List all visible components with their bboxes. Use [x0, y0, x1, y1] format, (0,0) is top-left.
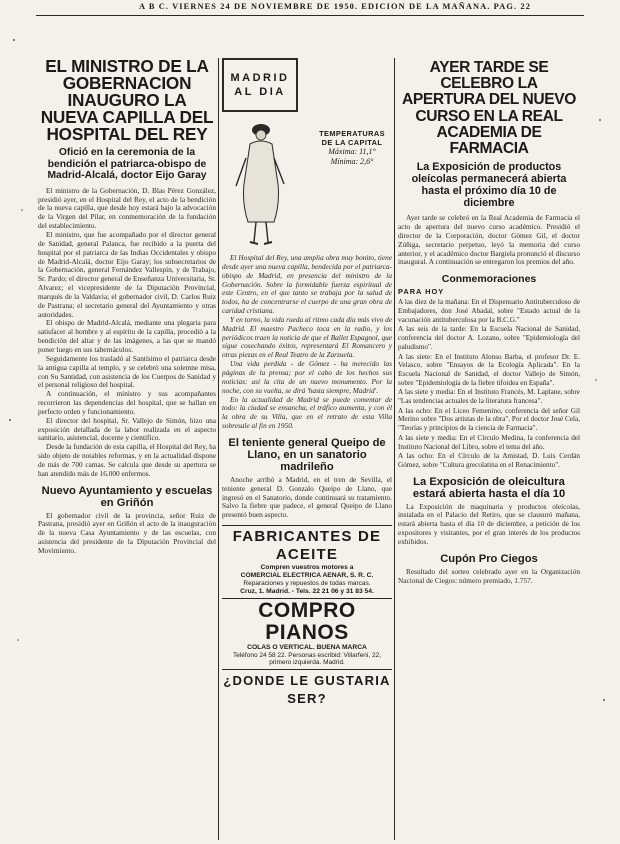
ad-line: Reparaciones y repuestos de todas marcas. [243, 580, 371, 588]
right-deck: La Exposición de productos oleícolas permanecerá abierta hasta el próximo día 10 de diciembre [411, 161, 567, 210]
temperature-box [312, 130, 392, 167]
temperature-title: DE LA CAPITAL [321, 137, 383, 147]
legs [254, 222, 268, 242]
right-subhead: La Exposición de oleicultura estará abierta hasta el día 10 [412, 475, 566, 500]
ad-line: Compren vuestros motores a [260, 564, 354, 572]
ad-title: FABRICANTES DE ACEITE [232, 528, 382, 564]
agenda-item: A las siete y media: En el Círculo Medina, la conferencia del Instituto Nacional del Libro, sobre el tema del año. [398, 433, 580, 451]
right-paragraph: La Exposición de maquinaria y productos oleícolas, instalada en el Palacio del Retiro, que se clausuró mañana, estará abierta hasta el día 10 de diciembre, a petición de los expositores y visitantes, por el gran interés de los productos exhibidos. [398, 501, 580, 547]
middle-paragraph: El Hospital del Rey, una amplia obra muy bonito, tiene desde ayer una nueva capilla, bendecida por el patriarca-obispo de Madrid, en presencia del ministro de la Gobernación. Sobre la formidable fuerza espiritual de este Centro, en el que tanto se trabaja por la salud de todos, ha de concentrarse el cuerpo de una gran obra de caridad cristiana. [222, 253, 392, 316]
right-paragraph: Resultado del sorteo celebrado ayer en la Organización Nacional de Ciegos: número premiado, 1.757. [398, 566, 580, 585]
middle-text [222, 254, 392, 708]
left-paragraph: El ministro de la Gobernación, D. Blas Pérez González, presidió ayer, en el Hospital del Rey, el acto de la bendición de la nueva capilla, que desde hoy estará bajo la advocación de la Virgen del Pilar, en conmemoración de la fundación del establecimiento. [38, 185, 216, 231]
masthead-rule [36, 15, 584, 16]
left-paragraph: El ministro, que fue acompañado por el director general de Sanidad, general Palanca, fue recibido a la puerta del hospital por el patriarca de las Indias Occidentales y obispo de Madrid-Alcalá, doctor Eijo Garay; los subsecretarios de la Gobernación, general Fernández Vallespín, y de Trabajo, Sr. Pardo; el director general de Enseñanza Universitaria, Sr. Alvarez; el vicepresidente de la Diputación Provincial, marqués de la Valdavia; el gobernador civil, D. Carlos Ruiz de Pastrana; el secretario general del Ayuntamiento y otras autoridades. [38, 230, 216, 319]
speck [9, 419, 11, 421]
left-paragraph: A continuación, el ministro y sus acompañantes recorrieron las dependencias del hospital, que se hallan en perfecto orden y funcionamiento. [38, 389, 216, 416]
section-conmemoraciones: Conmemoraciones [441, 273, 537, 286]
madrid-box-line: AL DIA [234, 86, 286, 98]
ad-compro-pianos [222, 598, 392, 667]
left-paragraph: El obispo de Madrid-Alcalá, mediante una plegaria para satisfacer al hombre y al espíritu de la capilla, procedió a la bendición del altar y de las imágenes, a las que se mandó poner luego en sus tabernáculos. [38, 318, 216, 354]
speck [599, 119, 601, 121]
speck [13, 39, 15, 41]
masthead: A B C. VIERNES 24 DE NOVIEMBRE DE 1950. EDICION DE LA MAÑANA. PAG. 22 [138, 2, 531, 11]
ad-title: ¿DONDE LE GUSTARIA SER? [223, 672, 391, 706]
madrid-box-line: MADRID [230, 72, 290, 84]
middle-paragraph: Anoche arribó a Madrid, en el tren de Sevilla, el teniente general D. Gonzalo Queipo de Llano, que ingresó en el Sanatorio, donde continuará su tratamiento. Salvo la fiebre que padece, el general Queipo de Llano presentó buen aspecto. [222, 474, 392, 520]
temperature-min: Mínima: 2,6° [330, 157, 374, 167]
ad-line: COLAS O VERTICAL. BUENA MARCA [247, 643, 367, 651]
ad-line: Cruz, 1. Madrid. - Tels. 22 21 06 y 31 83 54. [240, 587, 374, 595]
right-paragraph: Ayer tarde se celebró en la Real Academia de Farmacia el acto de apertura del nuevo curso académico. Presidió el director de la Corporación, doctor Gómez Gil, el doctor Zúñiga, secretario perpetuo, leyó la memoria del curso anterior, y el académico doctor Bargiela pronunció el discurso inaugural. A continuación se entregaron los premios del año. [398, 213, 580, 267]
ad-title: COMPRO PIANOS [258, 598, 356, 644]
speck [595, 379, 597, 381]
left-deck: Ofició en la ceremonia de la bendición el patriarca-obispo de Madrid-Alcalá, doctor Eijo Garay [47, 147, 207, 182]
speck [17, 639, 19, 641]
middle-subhead: El teniente general Queipo de Llano, en un sanatorio madrileño [228, 436, 386, 473]
para-hoy-label: PARA HOY [398, 287, 445, 297]
middle-paragraph: En la actualidad de Madrid se puede comentar de todo: la ciudad se ensancha, el tráfico aumenta, y con él la obra de su Villa, que en el retrato de esta Villa sobresale al fin en 1950. [222, 394, 392, 431]
madrid-al-dia-box [222, 58, 298, 112]
middle-paragraph: Una vida perdida - de Gómez - ha merecido las páginas de la prensa; por el cabo de los hechos sus noticias: así la cita de un nuevo monumento. Por la noche, con su vuelta, se dirá 'hasta siempre, Madrid'. [222, 359, 392, 395]
left-paragraph: El gobernador civil de la provincia, señor Ruiz de Pastrana, presidió ayer en Griñón el acto de la inauguración de la nueva Casa Ayuntamiento y de las escuelas, con asistencia del presidente de la Diputación Provincial del Movimiento. [38, 510, 216, 555]
middle-column [222, 58, 392, 840]
left-paragraph: El director del hospital, Sr. Vallejo de Simón, hizo una exposición detallada de la labor realizada en el aspecto sanitario, asistencial, docente y científico. [38, 415, 216, 443]
agenda-item: A las siete: En el Instituto Alonso Barba, el profesor Dr. E. Velasco, sobre "Ensayos de la Ecología Aplicada". En la Escuela Nacional de Sanidad, el doctor Vallejo de Simón, sobre "Epidemiología de la fiebre tifoidea en España". [398, 352, 580, 387]
agenda-item: A las ocho: En el Liceo Femenino, conferencia del señor Gil Merino sobre "Dos artistas de la obra". Por el doctor José Cela, "Teorías y principios de la ciencia de Farmacia". [398, 406, 580, 433]
left-column [38, 58, 216, 556]
agenda-item: A las siete y media: En el Instituto Francés, M. Laplane, sobre "Las tendencias actuales de la literatura francesa". [398, 388, 580, 406]
shoes [250, 242, 272, 244]
ad-line: Teléfono 24 58 22. Personas escribid: Villarfeni, 22, primero izquierda. Madrid. [232, 651, 382, 667]
left-paragraph: Seguidamente los trasladó al Santísimo el patriarca desde la antigua capilla al templo, y se celebró una solemne misa, con Su Santidad, con asistencia de los Cuerpos de Sanidad y el personal religioso del hospital. [38, 353, 216, 390]
temperature-max: Máxima: 11,1° [328, 147, 376, 157]
speck [603, 699, 605, 701]
left-headline: EL MINISTRO DE LA GOBERNACION INAUGURO LA NUEVA CAPILLA DEL HOSPITAL DEL REY [40, 56, 214, 144]
right-subhead-cupon: Cupón Pro Ciegos [440, 552, 538, 565]
right-column [398, 60, 580, 586]
speck [21, 209, 23, 211]
agenda-item: A las seis de la tarde: En la Escuela Nacional de Sanidad, conferencia del doctor A. Lozano, sobre "Epidemiología del paludismo". [398, 325, 580, 351]
agenda-item: A las diez de la mañana: En el Dispensario Antituberculoso de Embajadores, don José Abadal, sobre "Estado actual de la vacunación antituberculosa por la B.C.G." [398, 298, 580, 324]
fashion-illustration [230, 118, 290, 248]
middle-paragraph: Y en torno, la vida rueda al ritmo cada día más vivo de Madrid. El maestro Pacheco toca en la radio, y los periódicos traen la noticia de que el Ballet Espagnol, que sigue cosechando éxitos, representará El Romancero y otras piezas en el Real Teatro de la Zarzuela. [222, 314, 392, 360]
face [256, 130, 266, 140]
ad-line: COMERCIAL ELECTRICA AENAR, S. R. C. [240, 572, 374, 580]
ad-donde [222, 669, 392, 708]
temperature-title: TEMPERATURAS [319, 129, 385, 138]
right-headline: AYER TARDE SE CELEBRO LA APERTURA DEL NUEVO CURSO EN LA REAL ACADEMIA DE FARMACIA [402, 59, 576, 158]
left-subhead: Nuevo Ayuntamiento y escuelas en Griñón [41, 484, 213, 509]
ad-fabricantes [222, 525, 392, 596]
column-rule-1 [218, 58, 219, 840]
agenda-item: A las ocho: En el Círculo de la Amistad, D. Luis Cerdán Gómez, sobre "Cultura grecolatina en el Renacimiento". [398, 452, 580, 469]
left-paragraph: Desde la fundación de esta capilla, el Hospital del Rey, ha sido objeto de notables reformas, y en la actualidad dispone de más de 700 camas. Se calcula que desde su apertura se han atendido más de 16.000 enfermos. [38, 442, 216, 478]
column-rule-2 [394, 58, 395, 840]
coat [244, 141, 279, 222]
